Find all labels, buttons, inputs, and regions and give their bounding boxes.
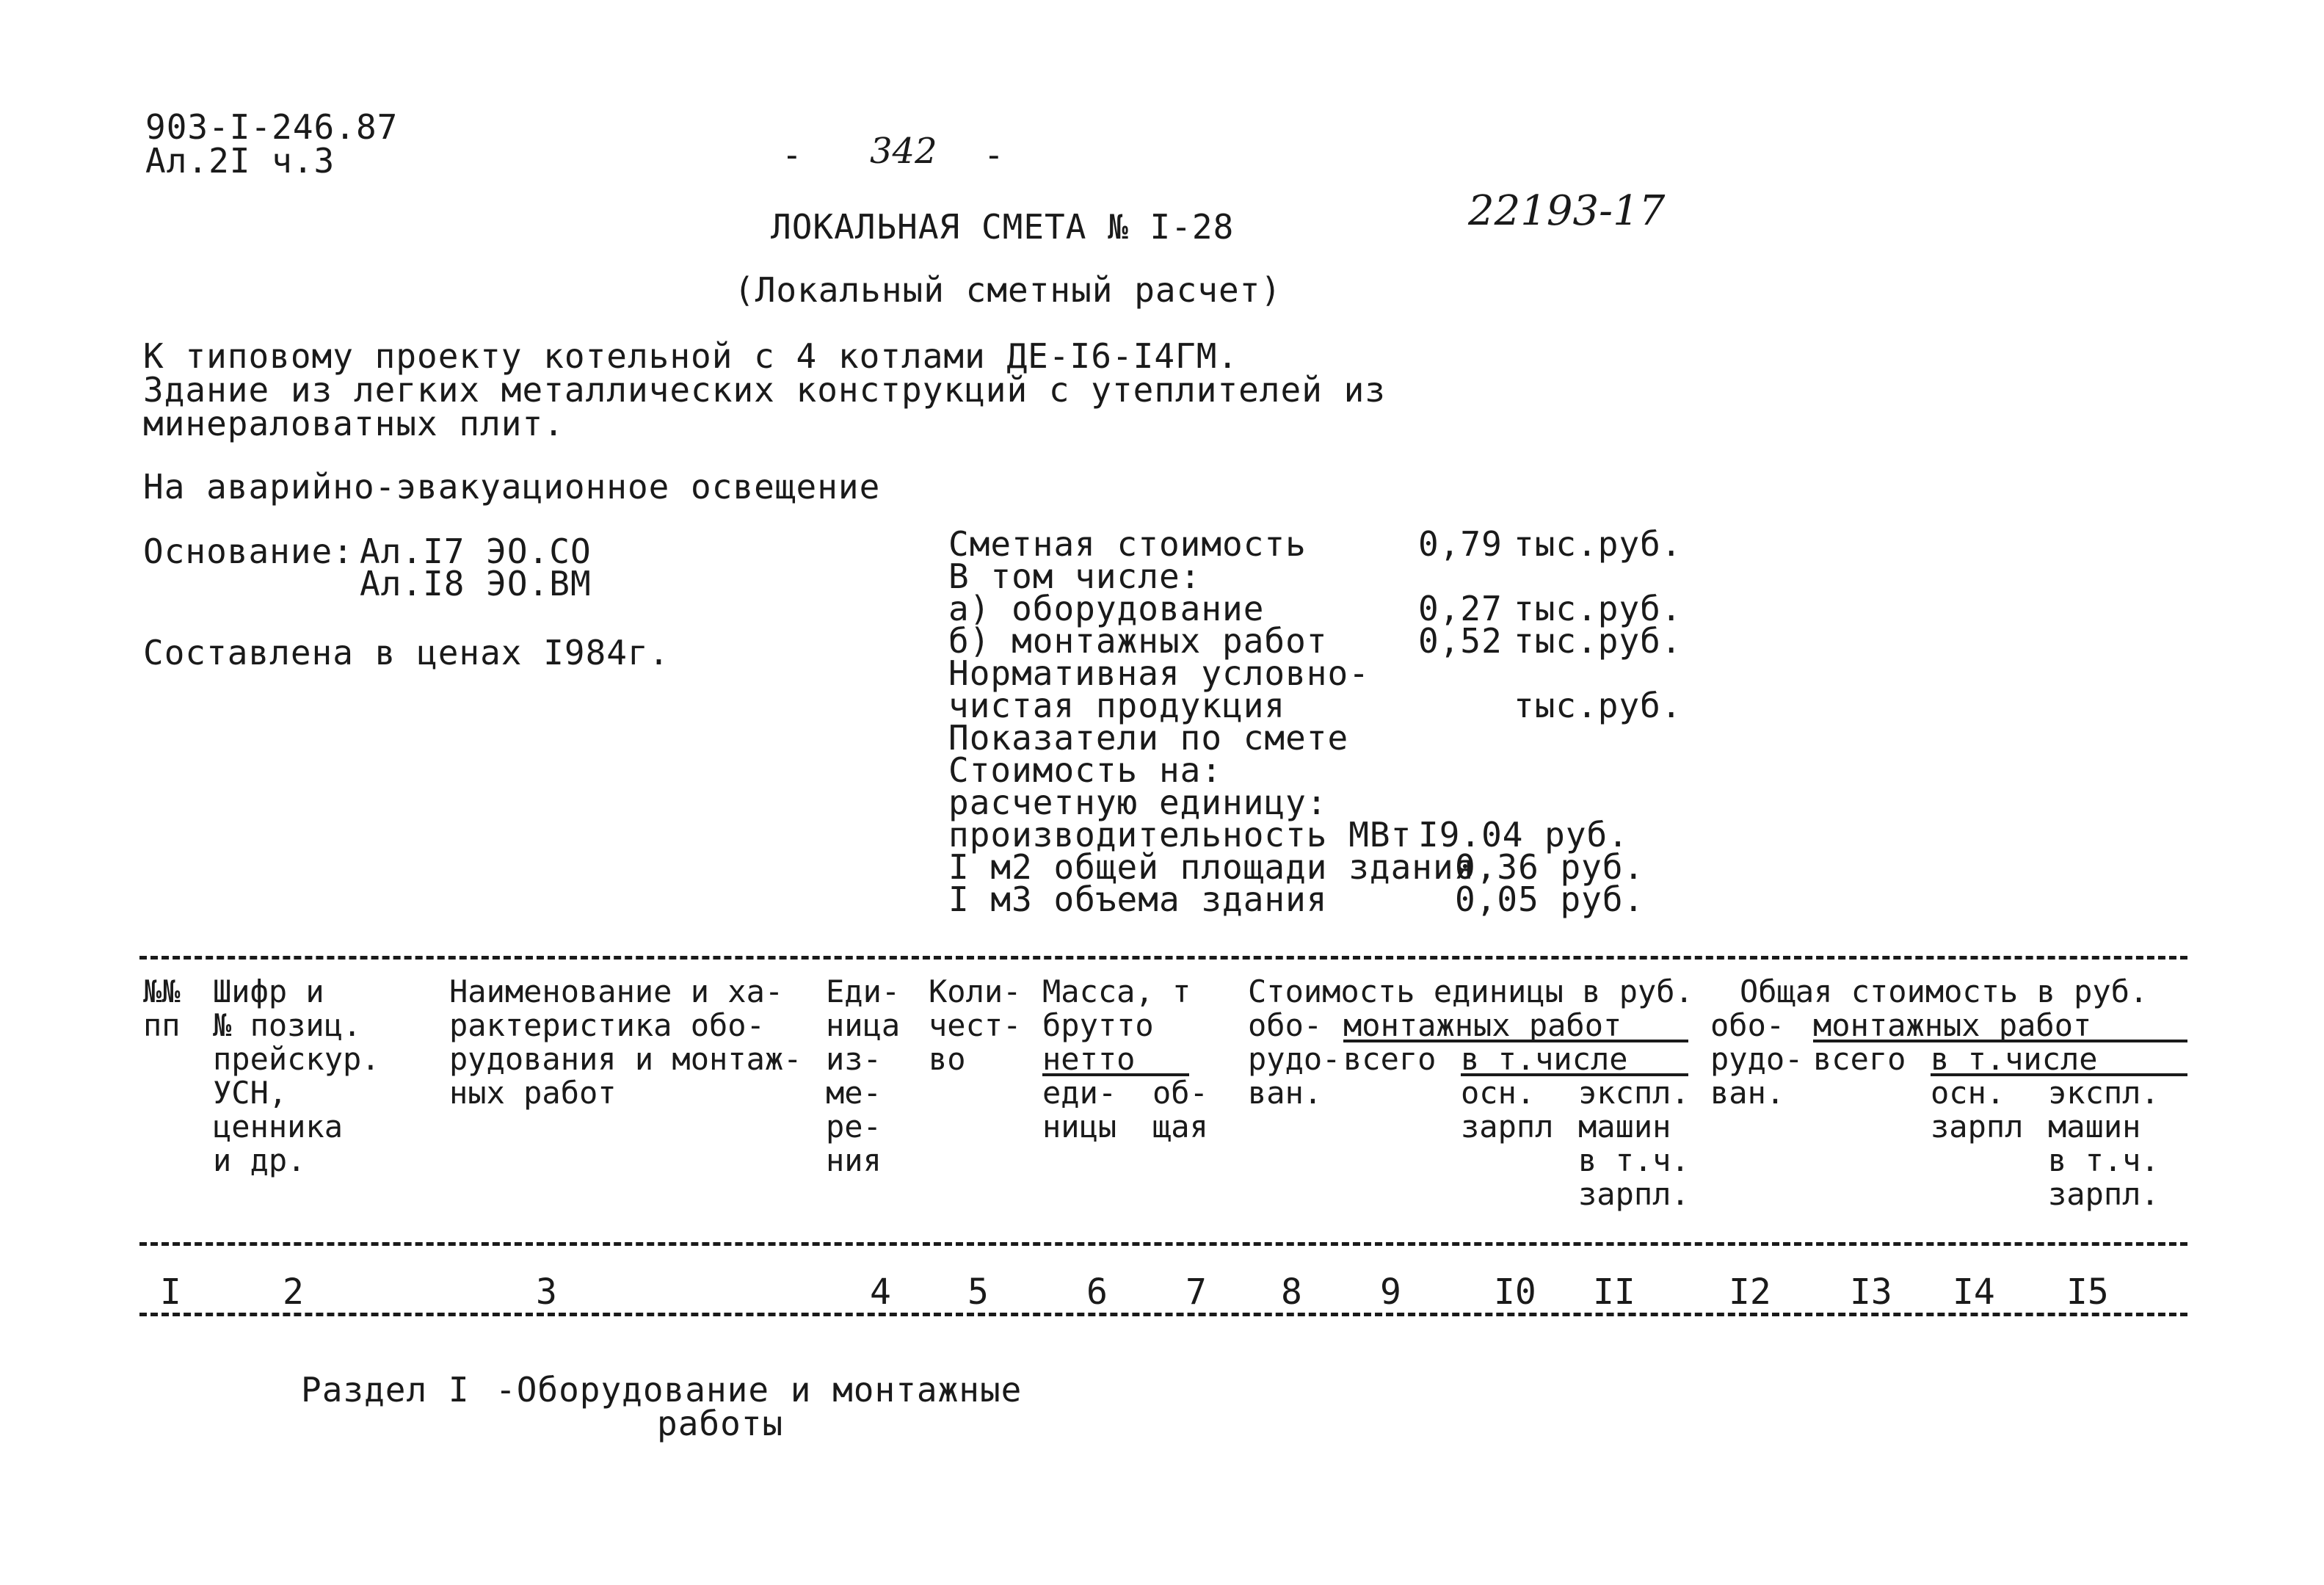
mass-netto: нетто [1042, 1041, 1136, 1077]
basis-line-1: Ал.I7 ЭО.СО [360, 532, 592, 571]
estimate-row [948, 815, 1682, 855]
intro-line-1: К типовому проекту котельной с 4 котлами ДЕ-I6-I4ГМ. [143, 336, 1239, 376]
col11-line: зарпл. [1578, 1176, 1690, 1212]
mass-header: Масса, т [1042, 973, 1191, 1009]
page-number-dash-right: - [984, 135, 1005, 175]
estimate-label: Стоимость на: [948, 750, 1223, 790]
mass-brutto: брутто [1042, 1007, 1154, 1043]
column-number: 3 [536, 1272, 557, 1313]
column-number: II [1593, 1272, 1635, 1313]
col8-line: обо- [1248, 1007, 1323, 1043]
basis-line-2: Ал.I8 ЭО.ВМ [360, 564, 592, 603]
estimate-summary [948, 524, 1682, 919]
col14-line: зарпл [1931, 1109, 2024, 1145]
total-incl-header: в т.числе [1931, 1041, 2098, 1077]
estimate-label: Показатели по смете [948, 718, 1349, 758]
estimate-value: 0,79 [1418, 524, 1503, 564]
col3-line: рудования и монтаж- [449, 1041, 802, 1077]
estimate-row [948, 847, 1682, 887]
intro-line-3: минераловатных плит. [143, 404, 564, 443]
col2-line: Шифр и [213, 973, 324, 1009]
registration-number: 22193-17 [1468, 187, 1666, 235]
col2-line: прейскур. [213, 1041, 380, 1077]
estimate-row [948, 524, 1682, 564]
col10-line: зарпл [1461, 1109, 1554, 1145]
col15-line: экспл. [2048, 1075, 2160, 1111]
col3-line: ных работ [449, 1075, 617, 1111]
col10-line: осн. [1461, 1075, 1536, 1111]
page-number: 342 [870, 131, 937, 172]
col12-line: обо- [1710, 1007, 1785, 1043]
estimate-row [948, 718, 1682, 758]
estimate-value: I9.04 руб. [1418, 815, 1629, 855]
col2-line: № позиц. [213, 1007, 362, 1043]
col12-line: ван. [1710, 1075, 1785, 1111]
col15-line: зарпл. [2048, 1176, 2160, 1212]
col4-line: Еди- [826, 973, 901, 1009]
estimate-unit: тыс.руб. [1514, 524, 1682, 564]
col6-line: еди- [1042, 1075, 1117, 1111]
estimate-row [948, 879, 1682, 919]
table-top-rule [139, 956, 2187, 960]
column-number: 6 [1086, 1272, 1108, 1313]
column-number: 2 [283, 1272, 304, 1313]
col2-line: и др. [213, 1142, 306, 1178]
col11-line: машин [1578, 1109, 1671, 1145]
col4-line: ре- [826, 1109, 882, 1145]
document-code: 903-I-246.87 [145, 107, 399, 147]
col5-line: Коли- [929, 973, 1022, 1009]
prices-note: Составлена в ценах I984г. [143, 633, 670, 672]
purpose-line: На аварийно-эвакуационное освещение [143, 467, 881, 507]
column-number: 5 [967, 1272, 989, 1313]
col15-line: в т.ч. [2048, 1142, 2160, 1178]
col1-line: пп [143, 1007, 181, 1043]
col11-line: в т.ч. [1578, 1142, 1690, 1178]
col3-line: рактеристика обо- [449, 1007, 765, 1043]
estimate-value: 0,36 руб. [1455, 847, 1645, 887]
col7-line: об- [1152, 1075, 1208, 1111]
document-title: ЛОКАЛЬНАЯ СМЕТА № I-28 [771, 207, 1235, 247]
album-reference: Ал.2I ч.3 [145, 141, 335, 181]
col8-line: рудо- [1248, 1041, 1341, 1077]
total-cost-header: Общая стоимость в руб. [1740, 973, 2149, 1009]
column-number: 8 [1281, 1272, 1302, 1313]
total-montage-header: монтажных работ [1813, 1007, 2092, 1043]
document-subtitle: (Локальный сметный расчет) [734, 270, 1282, 310]
col9-label: всего [1343, 1041, 1437, 1077]
estimate-label: а) оборудование [948, 589, 1265, 628]
col4-line: ме- [826, 1075, 882, 1111]
column-number: 7 [1185, 1272, 1207, 1313]
estimate-label: В том числе: [948, 556, 1202, 596]
estimate-row [948, 589, 1682, 628]
unit-incl-header: в т.числе [1461, 1041, 1628, 1077]
col7-line: щая [1152, 1109, 1208, 1145]
table-mid-rule [139, 1242, 2187, 1246]
estimate-row [948, 621, 1682, 661]
estimate-label: Сметная стоимость [948, 524, 1307, 564]
col1-line: №№ [143, 973, 181, 1009]
section-label: Раздел I [301, 1370, 470, 1410]
column-number: I0 [1494, 1272, 1536, 1313]
estimate-label: б) монтажных работ [948, 621, 1328, 661]
estimate-value: 0,05 руб. [1455, 879, 1645, 919]
estimate-label: I м2 общей площади здания [948, 847, 1475, 887]
col2-line: УСН, [213, 1075, 288, 1111]
col14-line: осн. [1931, 1075, 2005, 1111]
section-title-line-1: -Оборудование и монтажные [495, 1370, 1023, 1410]
estimate-label: расчетную единицу: [948, 783, 1328, 822]
col11-line: экспл. [1578, 1075, 1690, 1111]
column-number: 4 [870, 1272, 891, 1313]
col4-line: ница [826, 1007, 901, 1043]
estimate-value: 0,52 [1418, 621, 1503, 661]
col3-line: Наименование и ха- [449, 973, 784, 1009]
basis-label: Основание: [143, 532, 354, 571]
table-bottom-rule [139, 1313, 2187, 1316]
col4-line: из- [826, 1041, 882, 1077]
estimate-row [948, 686, 1682, 725]
estimate-unit: тыс.руб. [1514, 621, 1682, 661]
estimate-unit: тыс.руб. [1514, 686, 1682, 725]
unit-montage-header: монтажных работ [1343, 1007, 1622, 1043]
column-number: I3 [1850, 1272, 1892, 1313]
estimate-label: чистая продукция [948, 686, 1286, 725]
col15-line: машин [2048, 1109, 2141, 1145]
col6-line: ницы [1042, 1109, 1117, 1145]
section-title-line-2: работы [657, 1404, 784, 1443]
estimate-label: Нормативная условно- [948, 653, 1370, 693]
estimate-label: I м3 объема здания [948, 879, 1328, 919]
estimate-row [948, 556, 1682, 596]
col2-line: ценника [213, 1109, 344, 1145]
estimate-row [948, 653, 1682, 693]
estimate-value: 0,27 [1418, 589, 1503, 628]
column-number: I2 [1729, 1272, 1771, 1313]
column-number: I5 [2066, 1272, 2109, 1313]
estimate-unit: тыс.руб. [1514, 589, 1682, 628]
column-number: 9 [1380, 1272, 1401, 1313]
col13-label: всего [1813, 1041, 1906, 1077]
col12-line: рудо- [1710, 1041, 1804, 1077]
column-number: I4 [1953, 1272, 1995, 1313]
col8-line: ван. [1248, 1075, 1323, 1111]
col4-line: ния [826, 1142, 882, 1178]
intro-line-2: Здание из легких металлических конструкций с утеплителей из [143, 370, 1386, 410]
column-number: I [160, 1272, 181, 1313]
page-number-dash-left: - [782, 135, 803, 175]
col5-line: чест- [929, 1007, 1022, 1043]
unit-cost-header: Стоимость единицы в руб. [1248, 973, 1693, 1009]
col5-line: во [929, 1041, 966, 1077]
estimate-row [948, 750, 1682, 790]
estimate-row [948, 783, 1682, 822]
estimate-label: производительность МВт [948, 815, 1412, 855]
